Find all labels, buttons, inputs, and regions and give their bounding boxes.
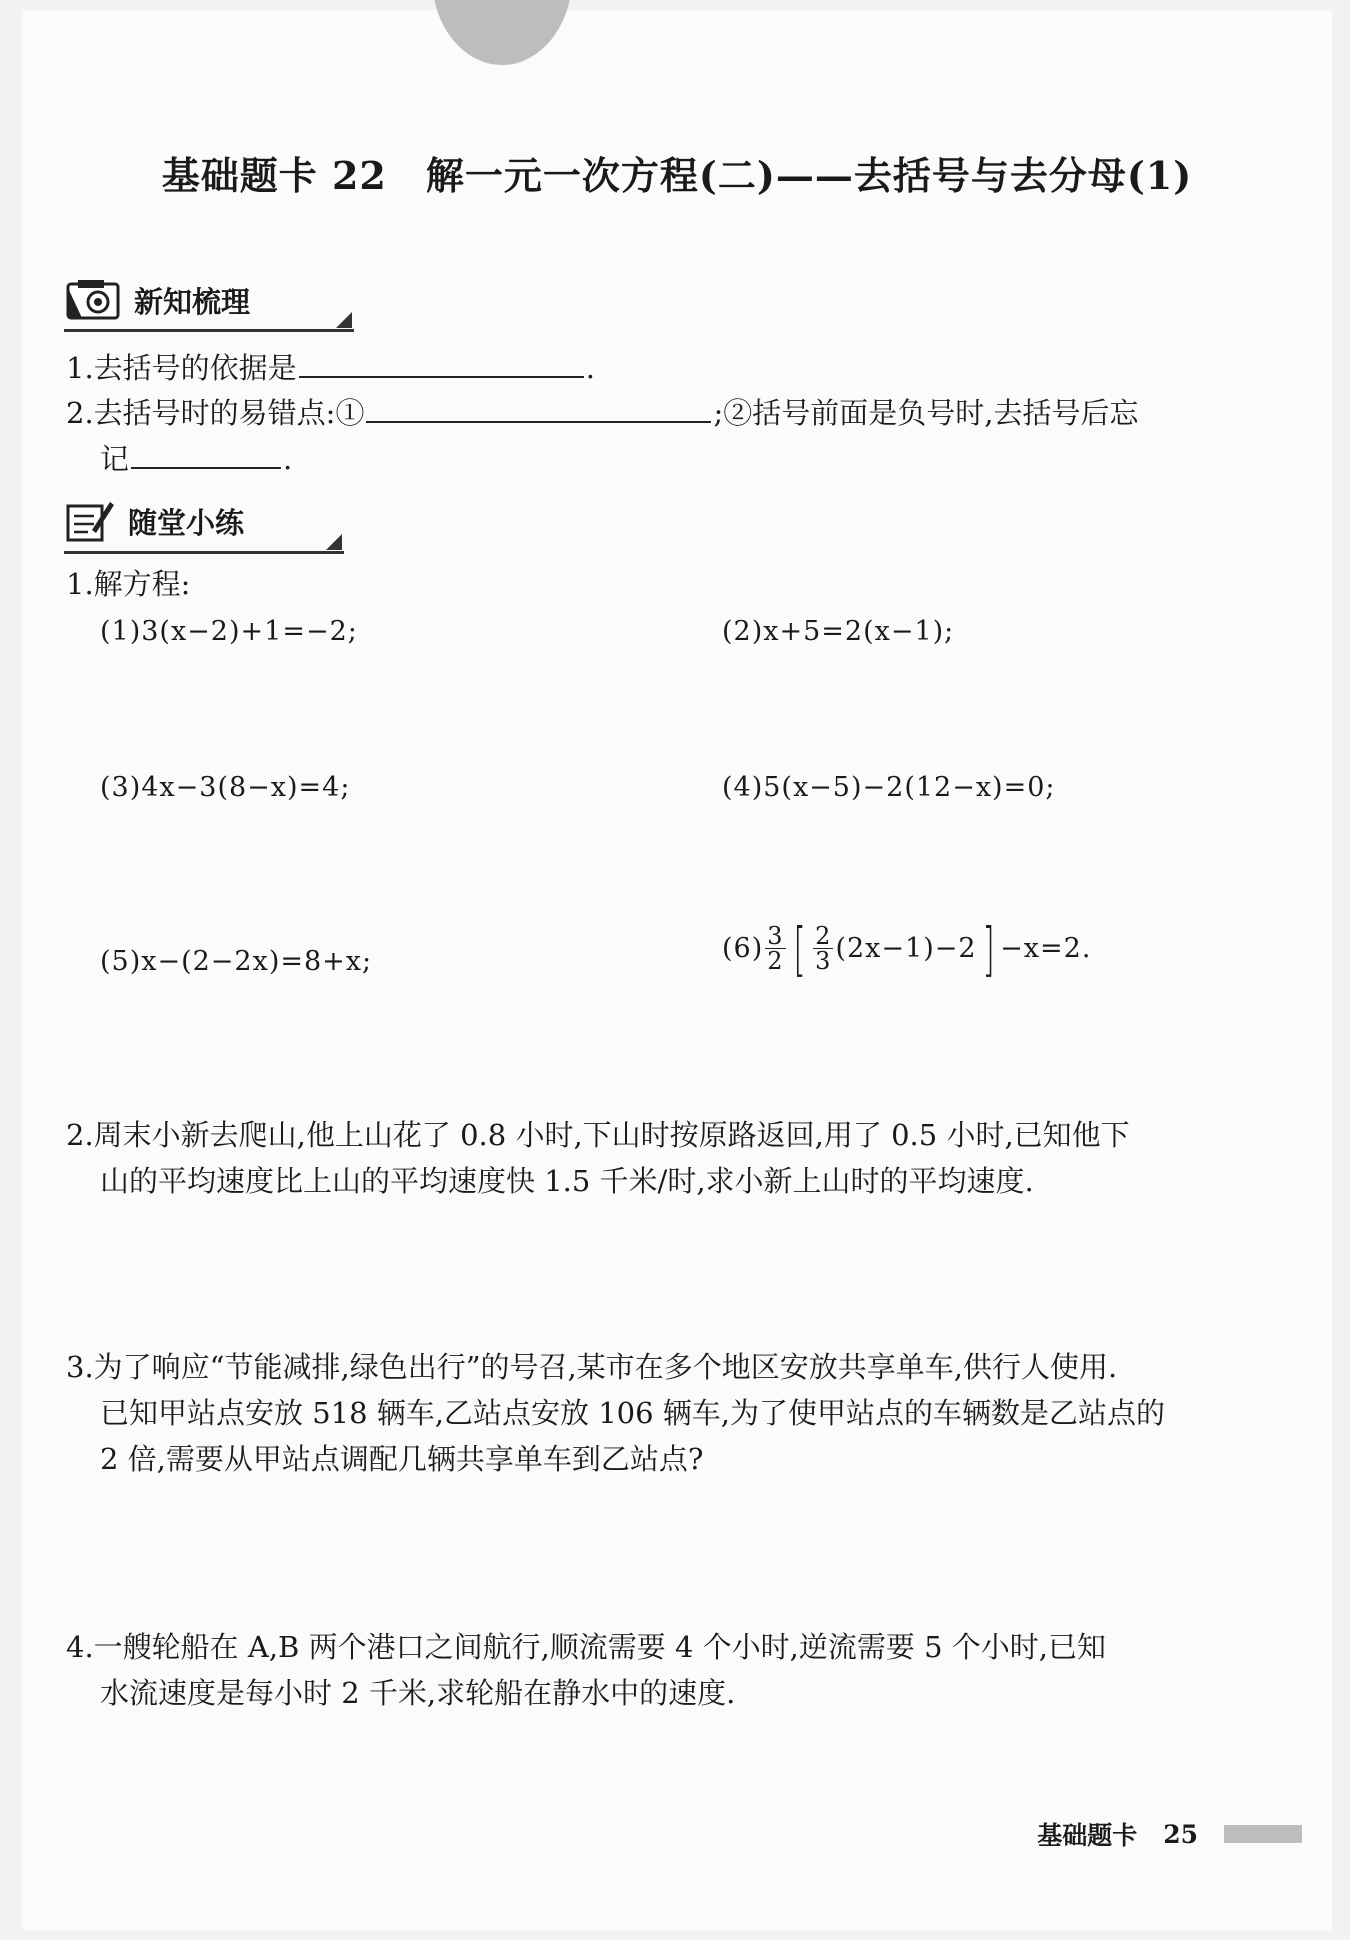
section-title-knowledge: 新知梳理 bbox=[134, 284, 251, 319]
question-1-stem: 1.解方程: bbox=[66, 567, 191, 601]
equation-4: (4)5(x−5)−2(12−x)=0; bbox=[722, 772, 1056, 803]
section-title-practice: 随堂小练 bbox=[128, 505, 245, 540]
fraction-inner: $\frac{2}{3}$ bbox=[815, 922, 832, 975]
section-corner-mark bbox=[336, 312, 352, 328]
top-tab-decoration bbox=[432, 0, 572, 65]
answer-blank[interactable] bbox=[366, 391, 711, 423]
section-underline bbox=[64, 329, 354, 332]
section-header-practice bbox=[64, 498, 344, 544]
knowledge-item-2: 2.去括号时的易错点:① ;②括号前面是负号时,去括号后忘 记 . bbox=[66, 390, 1306, 482]
answer-blank[interactable] bbox=[131, 437, 281, 469]
equation-1: (1)3(x−2)+1=−2; bbox=[100, 616, 358, 647]
left-bracket: [ bbox=[792, 914, 806, 983]
notebook-pen-icon bbox=[64, 498, 116, 544]
question-4: 4.一艘轮船在 A,B 两个港口之间航行,顺流需要 4 个小时,逆流需要 5 个小时,已知 水流速度是每小时 2 千米,求轮船在静水中的速度. bbox=[66, 1630, 1107, 1710]
page-title: 基础题卡 22 解一元一次方程(二)——去括号与去分母(1) bbox=[161, 153, 1193, 198]
section-header-knowledge bbox=[64, 278, 354, 322]
question-2: 2.周末小新去爬山,他上山花了 0.8 小时,下山时按原路返回,用了 0.5 小时,已知他下 山的平均速度比上山的平均速度快 1.5 千米/时,求小新上山时的平均速度. bbox=[66, 1118, 1130, 1198]
page-number: 25 bbox=[1163, 1819, 1198, 1849]
equation-2: (2)x+5=2(x−1); bbox=[722, 616, 955, 647]
section-underline bbox=[64, 551, 344, 554]
fraction-outer: $\frac{3}{2}$ bbox=[767, 922, 784, 975]
question-3: 3.为了响应“节能减排,绿色出行”的号召,某市在多个地区安放共享单车,供行人使用. 已知甲站点安放 518 辆车,乙站点安放 106 辆车,为了使甲站点的车辆数是乙站点的 2 倍,需要从甲站点调配几辆共享单车到乙站点? bbox=[66, 1350, 1166, 1476]
camera-icon bbox=[64, 278, 122, 322]
section-corner-mark bbox=[326, 534, 342, 550]
right-bracket: ] bbox=[981, 914, 995, 983]
footer-gray-bar bbox=[1224, 1825, 1302, 1843]
equation-5: (5)x−(2−2x)=8+x; bbox=[100, 946, 373, 977]
answer-blank[interactable] bbox=[299, 346, 584, 378]
knowledge-item-1: 1.去括号的依据是 . bbox=[66, 346, 595, 388]
page-footer bbox=[1037, 1816, 1302, 1852]
equation-3: (3)4x−3(8−x)=4; bbox=[100, 772, 351, 803]
footer-label: 基础题卡 bbox=[1037, 1821, 1138, 1850]
worksheet-page bbox=[22, 10, 1332, 1930]
equation-6: (6) $\frac{3}{2}$ [ $\frac{2}{3}$ (2x−1)−2 ] −x=2. bbox=[722, 914, 1092, 983]
